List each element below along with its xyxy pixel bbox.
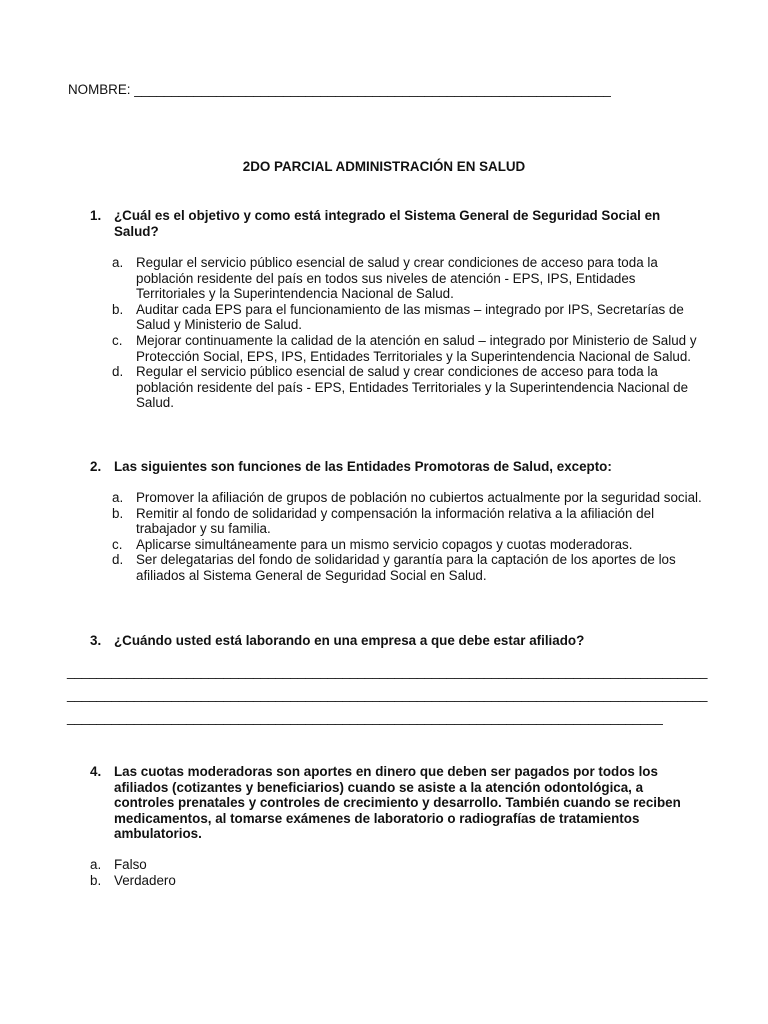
question-text: Las siguientes son funciones de las Entidades Promotoras de Salud, excepto: <box>114 459 612 474</box>
option-text: Aplicarse simultáneamente para un mismo servicio copagos y cuotas moderadoras. <box>136 536 633 552</box>
option-letter: a. <box>112 255 124 270</box>
name-blank-line[interactable]: ________________________________________________________________ <box>134 82 611 97</box>
option-item[interactable] <box>112 255 708 302</box>
question-1 <box>90 208 690 239</box>
exam-title: 2DO PARCIAL ADMINISTRACIÓN EN SALUD <box>242 159 526 174</box>
question-4 <box>90 764 690 842</box>
option-text: Ser delegatarias del fondo de solidaridad y garantía para la captación de los aportes de los afiliados al Sistema General de Seguridad Social en Salud. <box>136 552 676 583</box>
question-3 <box>90 633 690 649</box>
question-4-options <box>90 857 390 888</box>
option-text: Remitir al fondo de solidaridad y compensación la información relativa a la afiliación del trabajador y su familia. <box>136 505 655 537</box>
name-field[interactable] <box>68 82 611 98</box>
question-text: ¿Cuándo usted está laborando en una empresa a que debe estar afiliado? <box>114 633 585 648</box>
option-letter: c. <box>112 536 123 552</box>
option-item[interactable] <box>112 506 708 537</box>
option-item[interactable] <box>112 302 708 333</box>
question-text: ¿Cuál es el objetivo y como está integrado el Sistema General de Seguridad Social en Salud? <box>114 208 661 239</box>
option-letter: a. <box>90 857 102 872</box>
option-text: Mejorar continuamente la calidad de la atención en salud – integrado por Ministerio de Salud y Protección Social, EPS, IPS, Entidades Territoriales y la Superintendencia Nacional de Salud. <box>136 332 697 364</box>
answer-line[interactable]: ______________________________________________________________________________________ <box>67 687 708 702</box>
option-text: Verdadero <box>114 872 176 888</box>
option-letter: d. <box>112 364 124 380</box>
question-number: 4. <box>90 764 102 779</box>
option-letter: b. <box>90 872 102 888</box>
name-label: NOMBRE: <box>68 82 131 97</box>
option-item[interactable] <box>112 552 708 583</box>
option-text: Promover la afiliación de grupos de población no cubiertos actualmente por la seguridad social. <box>136 490 702 505</box>
question-number: 3. <box>90 633 102 648</box>
question-text: Las cuotas moderadoras son aportes en dinero que deben ser pagados por todos los afiliados (cotizantes y beneficiarios) cuando se asiste a la atención odontológica, a controles prenatales y controles de crecimiento y desarrollo. También cuando se reciben medicamentos, al tomarse exámenes de laboratorio o radiografías de tratamientos ambulatorios. <box>114 764 681 842</box>
question-2 <box>90 459 690 475</box>
question-number: 1. <box>90 208 102 223</box>
option-item[interactable] <box>112 537 708 553</box>
option-letter: c. <box>112 332 123 348</box>
option-item[interactable] <box>112 333 708 364</box>
option-item[interactable] <box>90 873 390 889</box>
answer-line[interactable]: ______________________________________________________________________________________ <box>67 664 708 679</box>
question-2-options <box>112 490 708 584</box>
option-text: Regular el servicio público esencial de salud y crear condiciones de acceso para toda la población residente del país en todos sus niveles de atención - EPS, IPS, Entidades Territoriales y la Superintendencia Nacional de Salud. <box>136 255 658 302</box>
option-item[interactable] <box>112 364 708 411</box>
option-letter: b. <box>112 301 124 317</box>
option-item[interactable] <box>112 490 708 506</box>
option-text: Auditar cada EPS para el funcionamiento de las mismas – integrado por IPS, Secretarías de Salud y Ministerio de Salud. <box>136 301 684 333</box>
answer-lines <box>67 660 707 729</box>
answer-line[interactable]: ________________________________________________________________________________ <box>67 710 663 725</box>
option-item[interactable] <box>90 857 390 873</box>
question-number: 2. <box>90 459 102 474</box>
option-letter: a. <box>112 490 124 505</box>
question-1-options <box>112 255 708 411</box>
option-letter: d. <box>112 552 124 568</box>
option-text: Regular el servicio público esencial de salud y crear condiciones de acceso para toda la población residente del país - EPS, Entidades Territoriales y la Superintendencia Nacional de Salud. <box>136 364 689 411</box>
option-text: Falso <box>114 857 147 872</box>
option-letter: b. <box>112 505 124 521</box>
